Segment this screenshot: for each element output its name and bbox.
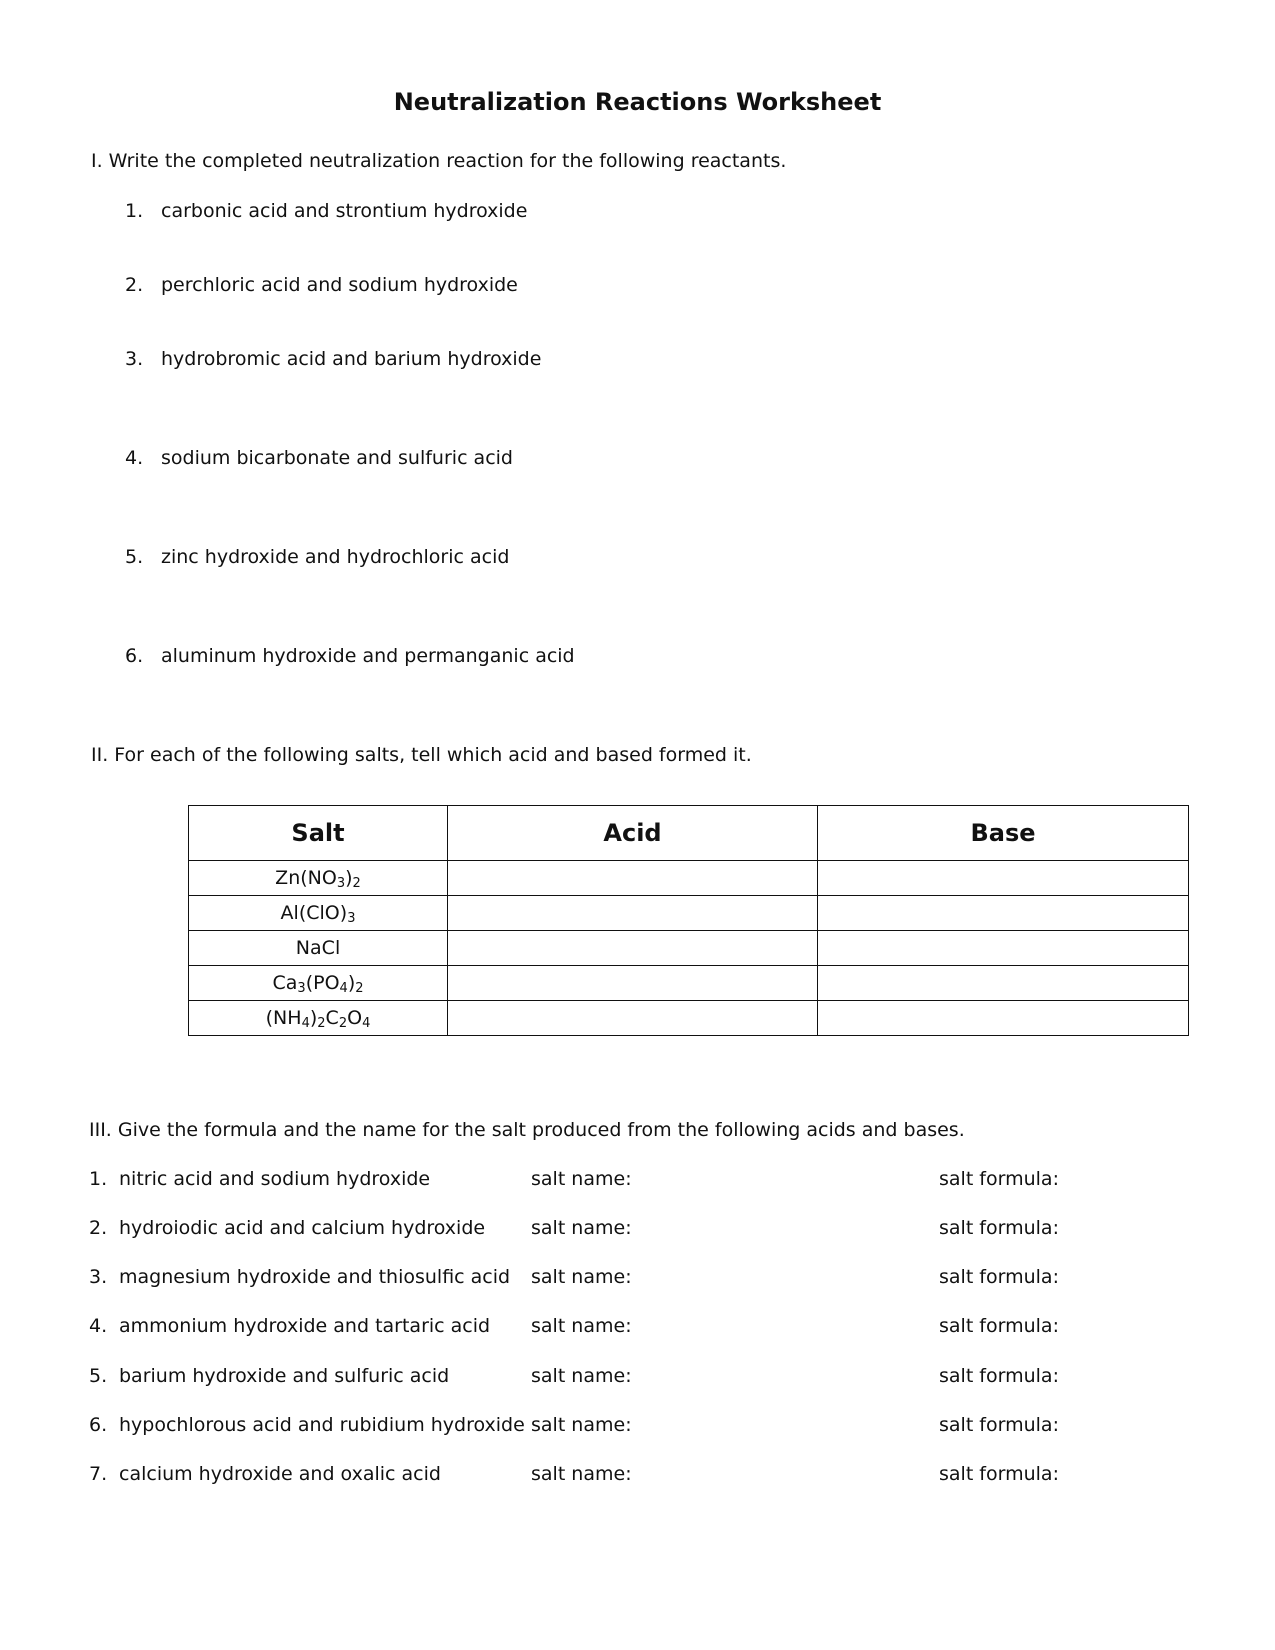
list-item <box>125 645 575 667</box>
salt-name-label: salt name: <box>531 1365 632 1387</box>
item-number: 2. <box>125 274 144 296</box>
item-text: perchloric acid and sodium hydroxide <box>161 274 518 296</box>
item-number: 3. <box>125 348 144 370</box>
salt-name-label: salt name: <box>531 1315 632 1337</box>
salt-cell <box>189 896 448 931</box>
list-item <box>89 1266 510 1288</box>
base-cell[interactable] <box>818 861 1189 896</box>
list-item <box>125 274 518 296</box>
acid-cell[interactable] <box>448 931 818 966</box>
table-row <box>189 931 1189 966</box>
salt-name-label: salt name: <box>531 1217 632 1239</box>
salt-formula: $Al(ClO)_3$ <box>280 902 356 926</box>
salt-formula-label: salt formula: <box>939 1266 1059 1288</box>
item-text: sodium bicarbonate and sulfuric acid <box>161 447 513 469</box>
salt-cell <box>189 861 448 896</box>
item-text: magnesium hydroxide and thiosulfic acid <box>119 1266 511 1288</box>
section-3-heading: III. Give the formula and the name for the salt produced from the following acids and bases. <box>89 1119 965 1141</box>
table-row <box>189 1001 1189 1036</box>
salt-formula-label: salt formula: <box>939 1365 1059 1387</box>
base-cell[interactable] <box>818 896 1189 931</box>
column-header-salt: Salt <box>189 806 448 861</box>
list-item <box>125 200 527 222</box>
item-text: zinc hydroxide and hydrochloric acid <box>161 546 510 568</box>
item-number: 7. <box>89 1463 108 1485</box>
salt-formula-label: salt formula: <box>939 1168 1059 1190</box>
acid-cell[interactable] <box>448 896 818 931</box>
item-text: hypochlorous acid and rubidium hydroxide <box>119 1414 525 1436</box>
table-row <box>189 861 1189 896</box>
salt-formula-label: salt formula: <box>939 1315 1059 1337</box>
salt-formula-label: salt formula: <box>939 1217 1059 1239</box>
column-header-base: Base <box>818 806 1189 861</box>
salt-cell <box>189 931 448 966</box>
salt-name-label: salt name: <box>531 1414 632 1436</box>
item-number: 6. <box>89 1414 108 1436</box>
item-text: ammonium hydroxide and tartaric acid <box>119 1315 491 1337</box>
acid-cell[interactable] <box>448 1001 818 1036</box>
item-text: carbonic acid and strontium hydroxide <box>161 200 528 222</box>
salt-cell <box>189 966 448 1001</box>
item-text: hydroiodic acid and calcium hydroxide <box>119 1217 486 1239</box>
acid-cell[interactable] <box>448 861 818 896</box>
item-text: calcium hydroxide and oxalic acid <box>119 1463 441 1485</box>
column-header-acid: Acid <box>448 806 818 861</box>
item-number: 2. <box>89 1217 108 1239</box>
list-item <box>125 348 541 370</box>
item-number: 3. <box>89 1266 108 1288</box>
list-item <box>125 546 509 568</box>
section-2-heading: II. For each of the following salts, tell which acid and based formed it. <box>91 744 752 766</box>
list-item <box>89 1463 441 1485</box>
base-cell[interactable] <box>818 931 1189 966</box>
item-number: 4. <box>89 1315 108 1337</box>
salt-formula: NaCl <box>295 937 341 959</box>
salt-name-label: salt name: <box>531 1266 632 1288</box>
item-number: 5. <box>89 1365 108 1387</box>
base-cell[interactable] <box>818 1001 1189 1036</box>
table-row <box>189 896 1189 931</box>
base-cell[interactable] <box>818 966 1189 1001</box>
list-item <box>89 1168 430 1190</box>
acid-cell[interactable] <box>448 966 818 1001</box>
page-title: Neutralization Reactions Worksheet <box>393 88 882 116</box>
salt-formula: $(NH_4)_2C_2O_4$ <box>265 1007 371 1031</box>
salt-cell <box>189 1001 448 1036</box>
salt-name-label: salt name: <box>531 1463 632 1485</box>
list-item <box>89 1315 490 1337</box>
item-number: 6. <box>125 645 144 667</box>
item-text: barium hydroxide and sulfuric acid <box>119 1365 450 1387</box>
item-text: hydrobromic acid and barium hydroxide <box>161 348 542 370</box>
table-row <box>189 966 1189 1001</box>
salt-formula: $Zn(NO_3)_2$ <box>275 867 361 891</box>
salt-name-label: salt name: <box>531 1168 632 1190</box>
section-1-heading: I. Write the completed neutralization reaction for the following reactants. <box>91 150 787 172</box>
salt-formula: $Ca_3(PO_4)_2$ <box>272 972 364 996</box>
list-item <box>89 1365 449 1387</box>
item-number: 5. <box>125 546 144 568</box>
list-item <box>89 1217 485 1239</box>
list-item <box>125 447 513 469</box>
item-text: aluminum hydroxide and permanganic acid <box>161 645 575 667</box>
salts-table <box>188 805 1189 1036</box>
table-header-row <box>189 806 1189 861</box>
salt-formula-label: salt formula: <box>939 1463 1059 1485</box>
list-item <box>89 1414 525 1436</box>
item-number: 4. <box>125 447 144 469</box>
salt-formula-label: salt formula: <box>939 1414 1059 1436</box>
item-number: 1. <box>89 1168 108 1190</box>
item-text: nitric acid and sodium hydroxide <box>119 1168 431 1190</box>
item-number: 1. <box>125 200 144 222</box>
